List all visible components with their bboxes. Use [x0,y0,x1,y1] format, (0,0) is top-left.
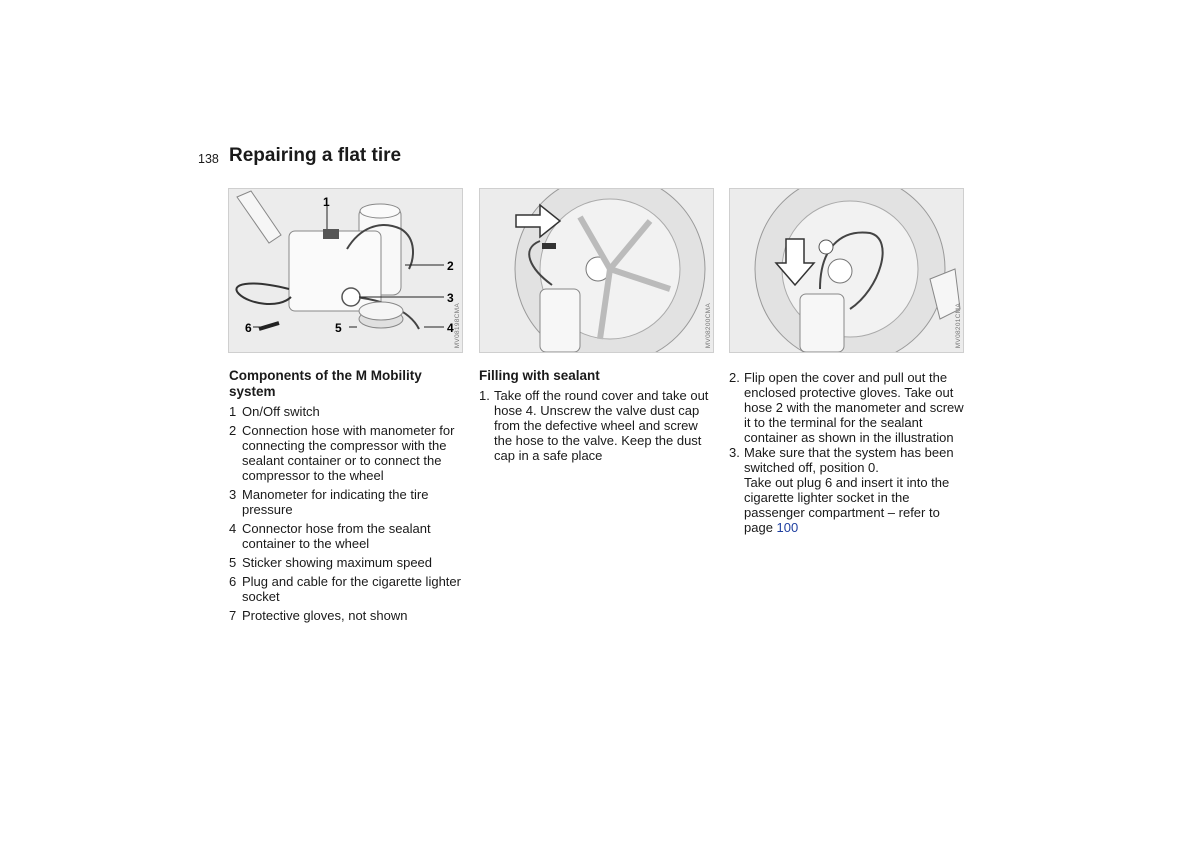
item-number: 5 [229,555,237,570]
list-item [229,423,469,483]
callout-3: 3 [447,291,454,305]
components-illustration [229,189,462,352]
list-item [229,574,469,604]
components-heading: Components of the M Mobility system [229,368,422,399]
step-number: 3. [729,445,740,460]
item-text: Sticker showing maximum speed [242,555,433,570]
step-number: 2. [729,370,740,385]
item-text: Plug and cable for the cigarette lighter socket [242,574,461,604]
figure-code: MV08198CMA [454,302,461,348]
step-item [729,370,969,445]
step-item [479,388,719,463]
components-section [229,368,469,627]
page-reference-link[interactable]: 100 [776,520,799,535]
step-text-continued: Take out plug 6 and insert it into the cigarette lighter socket in the passenger compartment – refer to page [744,475,950,535]
step-text: Flip open the cover and pull out the enclosed protective gloves. Take out hose 2 with the manometer and screw it to the terminal for the sealant container as shown in the illustration [744,370,964,445]
step-item [729,445,969,535]
figure-components [228,188,463,353]
filling-continued [729,370,969,535]
item-number: 6 [229,574,237,589]
figure-wheel-manometer [729,188,964,353]
figure-code: MV08200CMA [705,302,712,348]
filling-section [479,368,719,463]
item-number: 1 [229,404,237,419]
item-number: 7 [229,608,237,623]
figure-wheel-valve [479,188,714,353]
filling-heading: Filling with sealant [479,368,600,383]
callout-5: 5 [335,321,342,335]
list-item [229,404,469,419]
callout-2: 2 [447,259,454,273]
list-item [229,555,469,570]
wheel-manometer-illustration [730,189,963,352]
item-text: Connection hose with manometer for connecting the compressor with the sealant container or to connect the compressor to the wheel [242,423,455,483]
item-text: On/Off switch [242,404,320,419]
figure-code: MV08201CMA [955,302,962,348]
item-number: 3 [229,487,237,502]
page-number: 138 [198,152,219,166]
callout-6: 6 [245,321,252,335]
page-title: Repairing a flat tire [229,145,402,166]
item-number: 4 [229,521,237,536]
item-text: Protective gloves, not shown [242,608,408,623]
step-number: 1. [479,388,490,403]
item-number: 2 [229,423,237,438]
list-item [229,608,469,623]
item-text: Connector hose from the sealant container to the wheel [242,521,431,551]
callout-1: 1 [323,195,330,209]
list-item [229,487,469,517]
step-text: Make sure that the system has been switched off, position 0. [744,445,954,475]
wheel-valve-illustration [480,189,713,352]
step-text: Take off the round cover and take out hose 4. Unscrew the valve dust cap from the defective wheel and screw the hose to the valve. Keep the dust cap in a safe place [494,388,709,463]
callout-4: 4 [447,321,454,335]
list-item [229,521,469,551]
item-text: Manometer for indicating the tire pressure [242,487,429,517]
